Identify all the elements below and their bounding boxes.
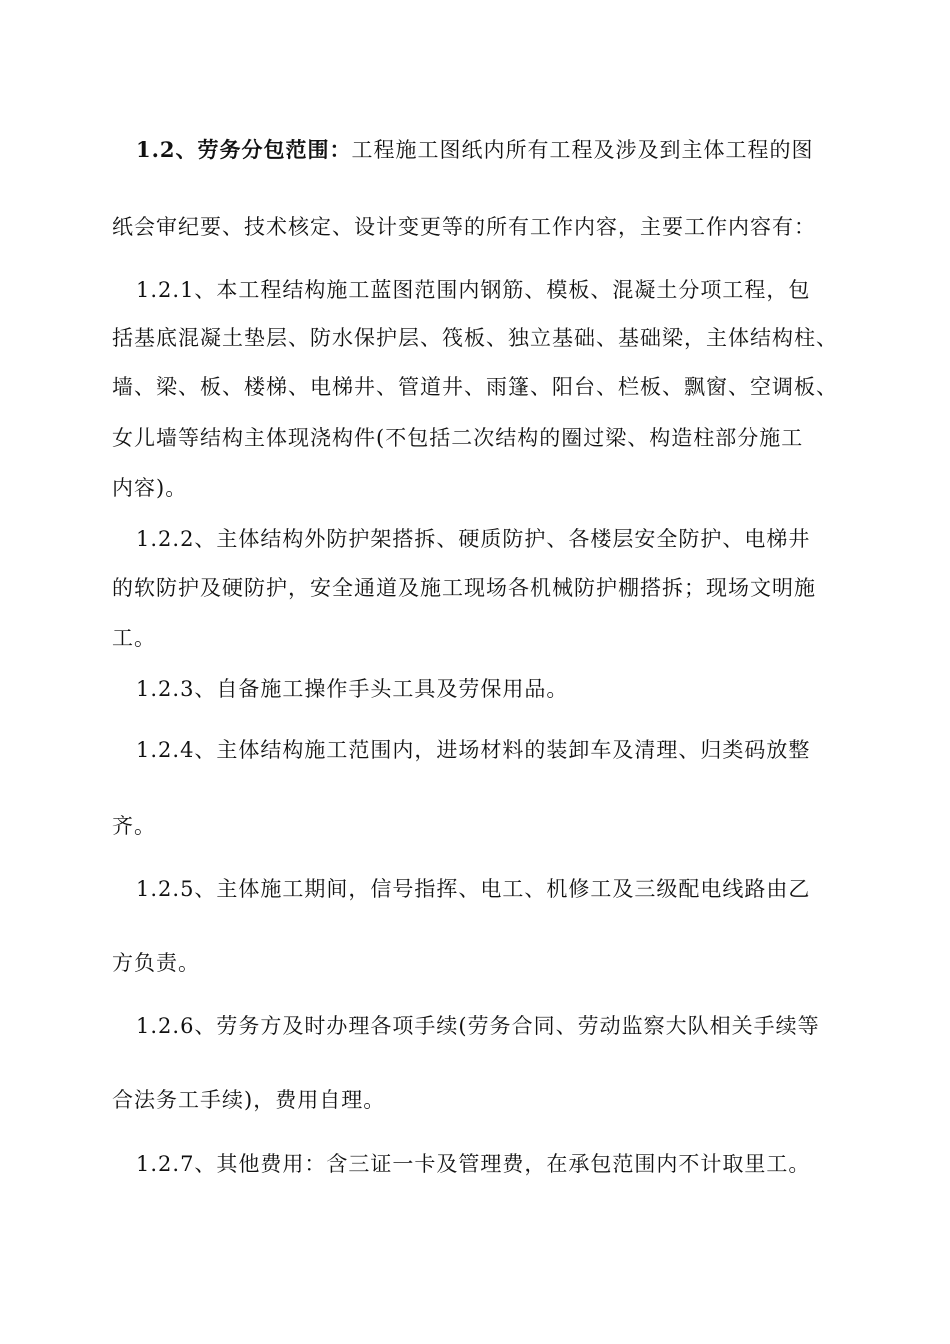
item-1-2-1-line-2: 括基底混凝土垫层、防水保护层、筏板、独立基础、基础梁，主体结构柱、 xyxy=(112,326,838,350)
item-1-2-7-line-1: 1.2.7、其他费用：含三证一卡及管理费，在承包范围内不计取里工。 xyxy=(136,1152,811,1176)
section-heading-label: 1.2、劳务分包范围： xyxy=(136,137,352,162)
item-1-2-1-line-3: 墙、梁、板、楼梯、电梯井、管道井、雨篷、阳台、栏板、飘窗、空调板、 xyxy=(112,375,838,399)
item-1-2-2-line-2: 的软防护及硬防护，安全通道及施工现场各机械防护棚搭拆；现场文明施 xyxy=(112,576,816,600)
item-1-2-1-line-5: 内容)。 xyxy=(112,476,188,500)
item-1-2-6-line-1: 1.2.6、劳务方及时办理各项手续(劳务合同、劳动监察大队相关手续等 xyxy=(136,1014,820,1038)
item-1-2-5-line-1: 1.2.5、主体施工期间，信号指挥、电工、机修工及三级配电线路由乙 xyxy=(136,877,811,901)
section-heading-continuation: 纸会审纪要、技术核定、设计变更等的所有工作内容，主要工作内容有： xyxy=(112,215,816,239)
item-1-2-6-line-2: 合法务工手续)，费用自理。 xyxy=(112,1088,386,1112)
item-1-2-1-line-1: 1.2.1、本工程结构施工蓝图范围内钢筋、模板、混凝土分项工程，包 xyxy=(136,278,811,302)
item-1-2-4-line-2: 齐。 xyxy=(112,814,156,838)
item-1-2-1-line-4: 女儿墙等结构主体现浇构件(不包括二次结构的圈过梁、构造柱部分施工 xyxy=(112,426,804,450)
section-heading-text: 工程施工图纸内所有工程及涉及到主体工程的图 xyxy=(351,138,814,162)
item-1-2-5-line-2: 方负责。 xyxy=(112,951,200,975)
item-1-2-2-line-1: 1.2.2、主体结构外防护架搭拆、硬质防护、各楼层安全防护、电梯井 xyxy=(136,527,811,551)
item-1-2-2-line-3: 工。 xyxy=(112,626,156,650)
section-heading xyxy=(136,137,814,163)
item-1-2-3-line-1: 1.2.3、自备施工操作手头工具及劳保用品。 xyxy=(136,677,569,701)
item-1-2-4-line-1: 1.2.4、主体结构施工范围内，进场材料的装卸车及清理、归类码放整 xyxy=(136,738,811,762)
